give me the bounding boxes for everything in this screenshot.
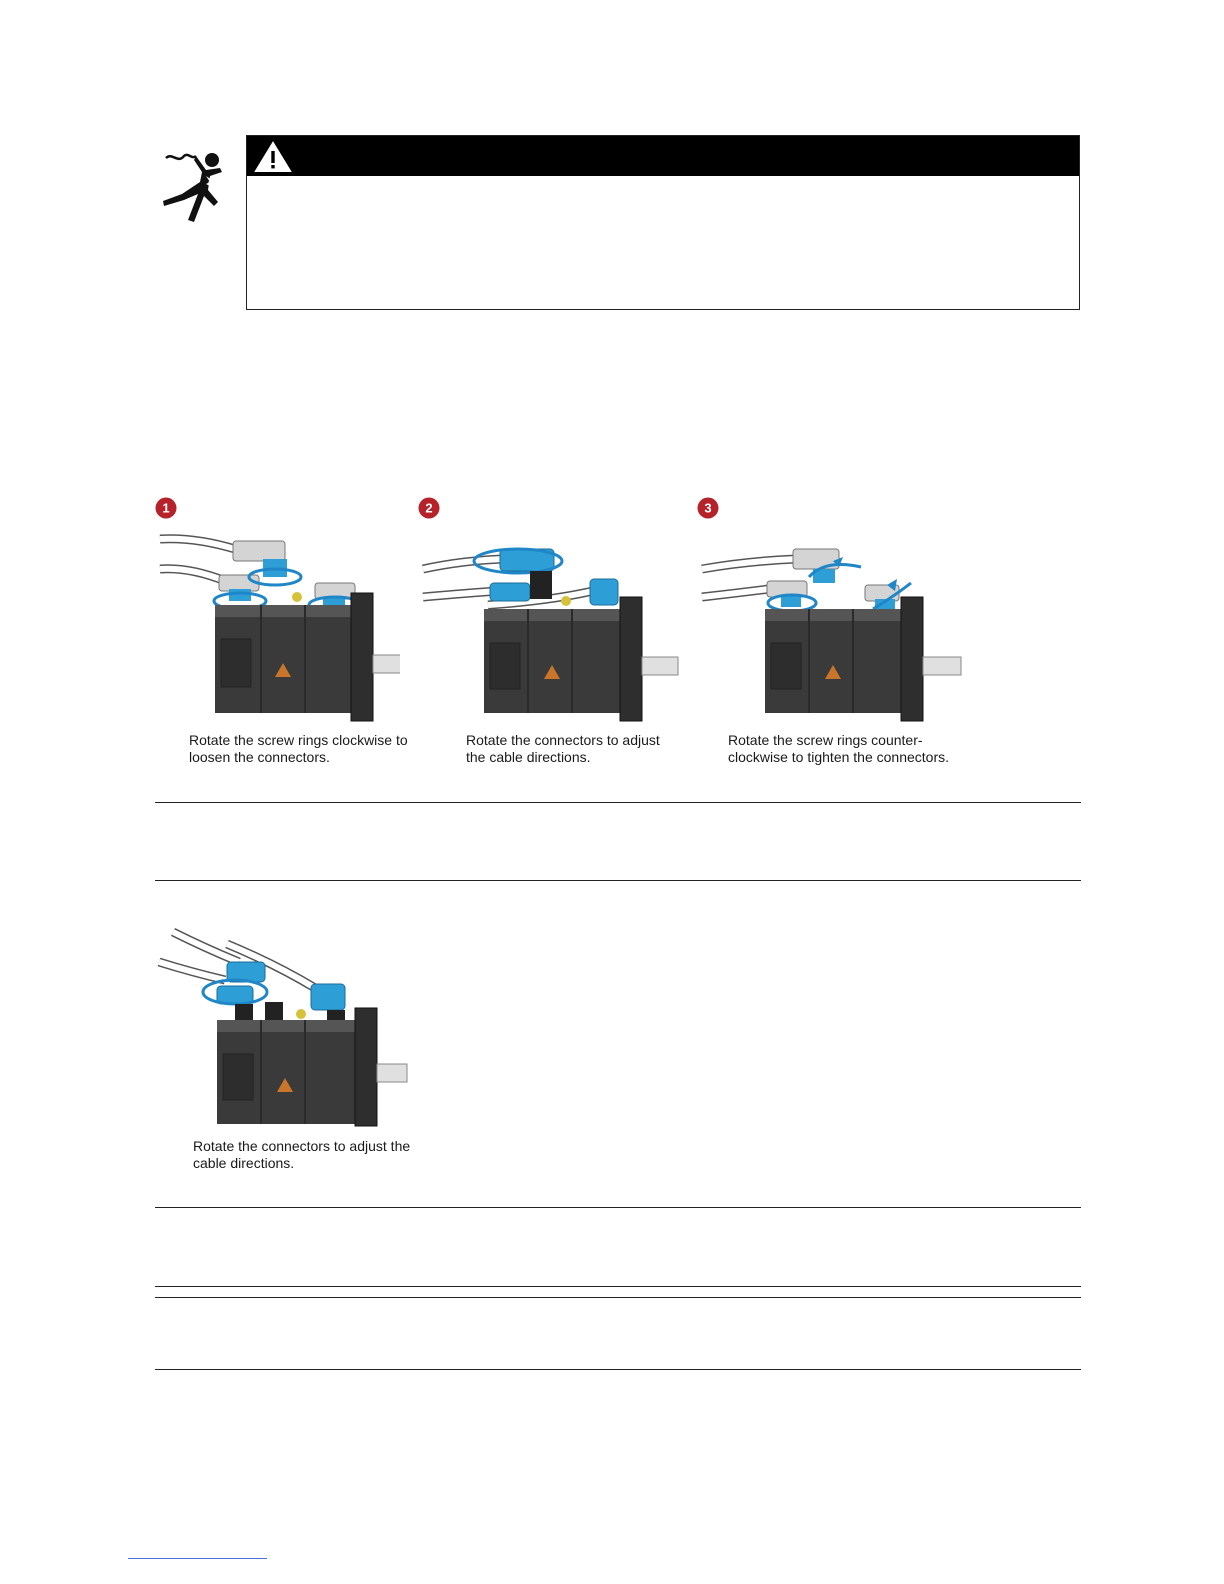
figure1-step-2 <box>418 497 683 797</box>
step-1-badge <box>155 497 177 519</box>
figure1-step-1 <box>155 497 408 797</box>
section-divider <box>155 880 1081 881</box>
step-2-badge <box>418 497 440 519</box>
step-1-caption: Rotate the screw rings clockwise to loosen the connectors. <box>189 732 408 765</box>
danger-notice-box <box>246 135 1080 310</box>
section-divider <box>155 1286 1081 1287</box>
section-divider <box>155 1369 1081 1370</box>
section-divider <box>155 802 1081 803</box>
figure2-caption: Rotate the connectors to adjust the cable directions. <box>193 1138 411 1171</box>
motor-illustration-rotate-connectors <box>155 922 415 1127</box>
electric-shock-hazard-icon <box>160 150 244 226</box>
step-2-caption: Rotate the connectors to adjust the cable directions. <box>466 732 660 765</box>
svg-text:3: 3 <box>704 500 712 516</box>
warning-triangle-icon <box>253 140 293 174</box>
section-divider <box>155 1297 1081 1298</box>
section-divider <box>155 1207 1081 1208</box>
footer-link-underline[interactable] <box>128 1558 267 1559</box>
figure2 <box>155 922 415 1182</box>
svg-text:1: 1 <box>162 500 170 516</box>
figure1-step-3 <box>697 497 967 797</box>
svg-text:2: 2 <box>425 500 433 516</box>
step-3-caption: Rotate the screw rings counter- clockwise to tighten the connectors. <box>728 732 950 765</box>
danger-notice-header <box>247 136 1079 176</box>
step-3-badge <box>697 497 719 519</box>
